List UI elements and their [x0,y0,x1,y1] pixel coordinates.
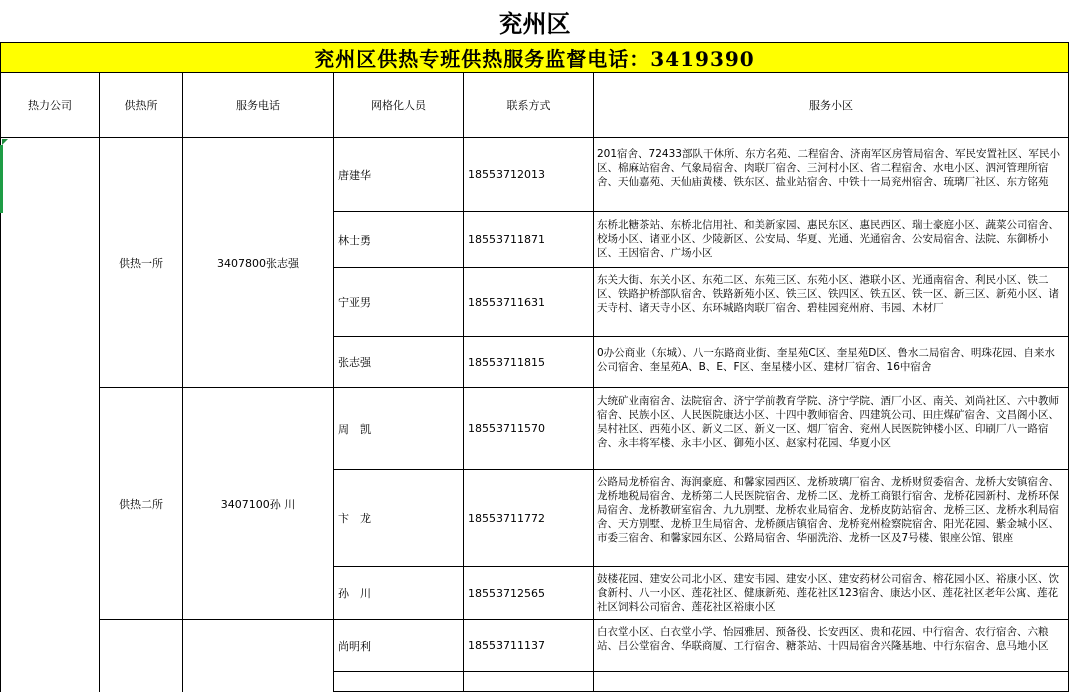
header-service-phone[interactable]: 服务电话 [183,73,334,138]
station-cell[interactable]: 供热二所 [100,388,183,620]
service-areas-cell[interactable]: 鼓楼花园、建安公司北小区、建安韦园、建安小区、建安药材公司宿舍、榕花园小区、裕康小区、饮食新村、八一小区、莲花社区、健康新苑、莲花社区123宿舍、康达小区、莲花社区老年公寓、莲花社区饲料公司宿舍、莲花社区裕康小区 [594,567,1069,620]
company-cell[interactable] [1,138,100,692]
station-cell[interactable]: 供热一所 [100,138,183,388]
staff-name-cell[interactable]: 林士勇 [334,212,464,268]
staff-name-cell[interactable]: 尚明利 [334,620,464,672]
header-company[interactable]: 热力公司 [1,73,100,138]
header-grid-staff[interactable]: 网格化人员 [334,73,464,138]
service-areas-cell[interactable]: 大统矿业南宿舍、法院宿舍、济宁学前教育学院、济宁学院、酒厂小区、南关、刘尚社区、六中教师宿舍、民族小区、人民医院康达小区、十四中教师宿舍、四建筑公司、田庄煤矿宿舍、文昌阁小区、吴村社区、西苑小区、新义二区、新义一区、烟厂宿舍、兖州人民医院钟楼小区、印刷厂八一路宿舍、永丰将军楼、永丰小区、御苑小区、赵家村花园、华夏小区 [594,388,1069,470]
header-row [1,73,1069,138]
service-phone-cell[interactable]: 3407100孙 川 [183,388,334,620]
staff-name-cell[interactable]: 孙 川 [334,567,464,620]
table-row [1,620,1069,672]
staff-phone-cell[interactable]: 18553712013 [464,138,594,212]
service-areas-cell[interactable]: 公路局龙桥宿舍、海润豪庭、和馨家园西区、龙桥玻璃厂宿舍、龙桥财贸委宿舍、龙桥大安镇宿舍、龙桥地税局宿舍、龙桥第二人民医院宿舍、龙桥二区、龙桥工商银行宿舍、龙桥花园新村、龙桥环保局宿舍、龙桥教研室宿舍、九九别墅、龙桥农业局宿舍、龙桥皮防站宿舍、龙桥三区、龙桥水利局宿舍、天方别墅、龙桥卫生局宿舍、龙桥颜店镇宿舍、龙桥兖州检察院宿舍、阳光花园、紫金城小区、市委三宿舍、和馨家园东区、公路局宿舍、华丽洗浴、龙桥一区及7号楼、银座公馆、银座 [594,470,1069,567]
staff-phone-cell[interactable]: 18553712565 [464,567,594,620]
table-row [1,388,1069,470]
staff-name-cell[interactable] [334,672,464,692]
staff-phone-cell[interactable]: 18553711871 [464,212,594,268]
staff-phone-cell[interactable]: 18553711815 [464,337,594,388]
staff-name-cell[interactable]: 唐建华 [334,138,464,212]
staff-phone-cell[interactable] [464,672,594,692]
staff-phone-cell[interactable]: 18553711570 [464,388,594,470]
table-row [1,138,1069,212]
station-cell[interactable] [100,620,183,692]
service-phone-cell[interactable] [183,620,334,692]
service-areas-cell[interactable]: 东桥北糖茶站、东桥北信用社、和美新家园、惠民东区、惠民西区、瑞士豪庭小区、蔬菜公司宿舍、校场小区、诸亚小区、少陵新区、公安局、华夏、光通、光通宿舍、公安局宿舍、法院、东御桥小区、王因宿舍、广场小区 [594,212,1069,268]
supervision-hotline-banner: 兖州区供热专班供热服务监督电话：3419390 [1,43,1069,73]
staff-phone-cell[interactable]: 18553711772 [464,470,594,567]
service-areas-cell[interactable]: 白衣堂小区、白衣堂小学、怡园雅居、预备役、长安西区、贵和花园、中行宿舍、农行宿舍、六粮站、吕公堂宿舍、华联商厦、工行宿舍、糖茶站、十四局宿舍兴隆基地、中行东宿舍、息马地小区 [594,620,1069,672]
header-contact[interactable]: 联系方式 [464,73,594,138]
staff-name-cell[interactable]: 张志强 [334,337,464,388]
service-areas-cell[interactable] [594,672,1069,692]
staff-phone-cell[interactable]: 18553711137 [464,620,594,672]
service-areas-cell[interactable]: 东关大街、东关小区、东苑二区、东苑三区、东苑小区、港联小区、光通南宿舍、利民小区、铁二区、铁路护桥部队宿舍、铁路新苑小区、铁三区、铁四区、铁五区、铁一区、新三区、新苑小区、诸天寺村、诸天寺小区、东环城路肉联厂宿舍、碧桂园兖州府、韦园、木材厂 [594,268,1069,337]
staff-name-cell[interactable]: 宁亚男 [334,268,464,337]
staff-name-cell[interactable]: 卞 龙 [334,470,464,567]
banner-row [1,43,1069,73]
header-service-areas[interactable]: 服务小区 [594,73,1069,138]
staff-name-cell[interactable]: 周 凯 [334,388,464,470]
title-row [1,0,1069,43]
service-areas-cell[interactable]: 0办公商业（东城）、八一东路商业街、奎星苑C区、奎星苑D区、鲁水二局宿舍、明珠花园、自来水公司宿舍、奎星苑A、B、E、F区、奎星楼小区、建材厂宿舍、16中宿舍 [594,337,1069,388]
selection-indicator [0,145,3,213]
sheet-title: 兖州区 [1,0,1069,43]
service-phone-cell[interactable]: 3407800张志强 [183,138,334,388]
staff-phone-cell[interactable]: 18553711631 [464,268,594,337]
service-areas-cell[interactable]: 201宿舍、72433部队干休所、东方名苑、二程宿舍、济南军区房管局宿舍、军民安置社区、军民小区、棉麻站宿舍、气象局宿舍、肉联厂宿舍、三河村小区、省二程宿舍、水电小区、泗河管理所宿舍、天仙嘉苑、天仙庙黄楼、铁东区、盐业站宿舍、中铁十一局兖州宿舍、琉璃厂社区、东方铭苑 [594,138,1069,212]
header-station[interactable]: 供热所 [100,73,183,138]
